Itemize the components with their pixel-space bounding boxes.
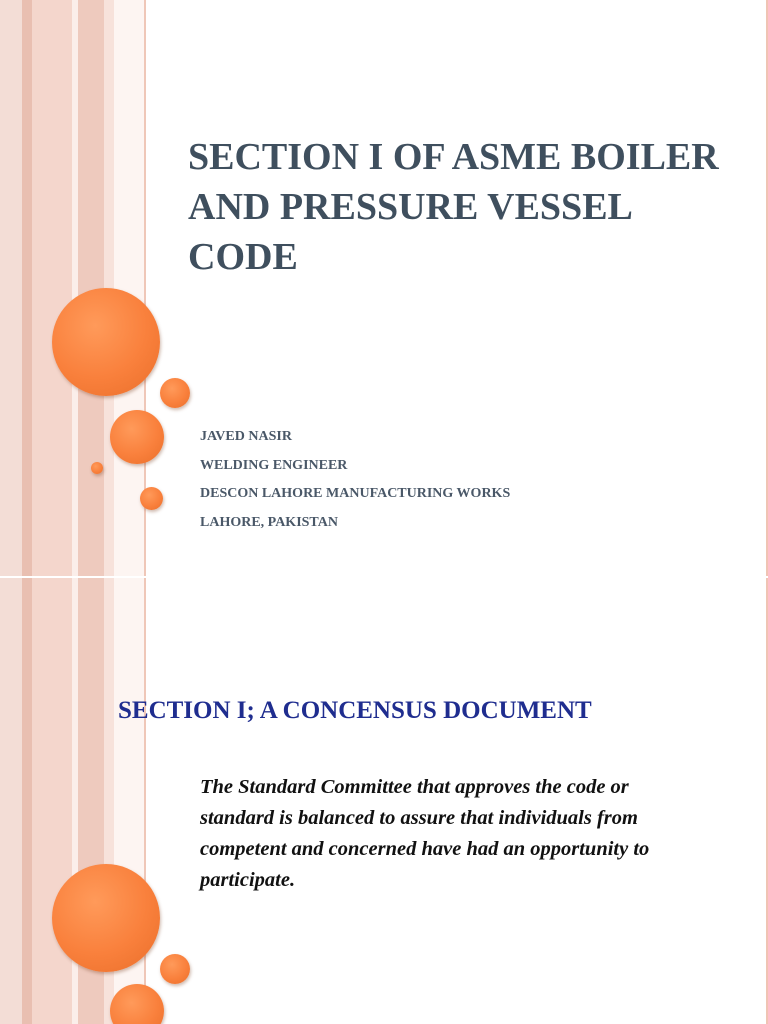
author-block: [200, 426, 740, 540]
decor-circle-large: [52, 864, 160, 972]
decor-circle-tiny: [91, 462, 103, 474]
author-name: JAVED NASIR: [200, 429, 292, 444]
decor-circle-medium: [110, 410, 164, 464]
author-company: DESCON LAHORE MANUFACTURING WORKS: [200, 486, 511, 501]
decor-stripe: [144, 578, 146, 1024]
decor-stripe: [22, 578, 32, 1024]
decor-stripe: [22, 0, 32, 576]
author-location: LAHORE, PAKISTAN: [200, 514, 338, 530]
section-heading: SECTION I; A CONCENSUS DOCUMENT: [118, 697, 592, 724]
author-role: WELDING ENGINEER: [200, 457, 348, 473]
decor-stripe: [32, 578, 72, 1024]
section-body-text: The Standard Committee that approves the code or standard is balanced to assure that individuals from competent and concerned have had an opportunity to participate.: [200, 776, 650, 891]
decor-circle-small: [160, 378, 190, 408]
decor-circle-small: [160, 954, 190, 984]
decor-stripe: [32, 0, 72, 576]
decor-stripe: [0, 0, 22, 576]
decor-circle-medium: [110, 984, 164, 1024]
decor-stripe: [0, 578, 22, 1024]
decor-circle-large: [52, 288, 160, 396]
slide-content: [0, 578, 768, 1024]
decor-circle-small: [140, 487, 163, 510]
decor-stripe: [114, 0, 144, 576]
slide-title-heading: SECTION I OF ASME BOILER AND PRESSURE VESSEL CODE: [188, 136, 719, 278]
